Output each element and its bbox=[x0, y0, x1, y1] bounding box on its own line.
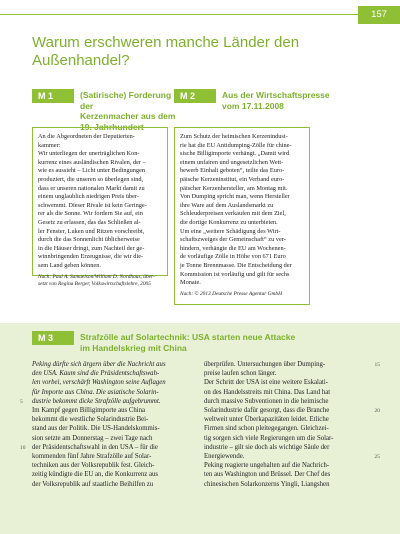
m3-text-line: preise laufen schon länger. bbox=[204, 370, 277, 378]
m2-line: Zum Schutz der heimischen Kerzenindust- bbox=[180, 133, 288, 140]
m2-line: Von Dumping spricht man, wenn Hersteller bbox=[180, 193, 290, 201]
m2-line: Kommission ist vorläufig und gilt für sechs bbox=[180, 270, 290, 278]
m3-text-line: kommenden fünf Jahre Strafzölle auf Solar- bbox=[32, 453, 152, 461]
m1-label: M 1 bbox=[32, 89, 74, 103]
m2-citation: Nach: © 2013 Deutsche Presse Agentur GmbH bbox=[180, 290, 283, 297]
m1-line: sem Land geben können. bbox=[38, 261, 101, 269]
m2-line: Monate. bbox=[180, 279, 201, 287]
m3-text-line: der Präsidentschaftswahl in den USA – für die 10 bbox=[32, 443, 194, 452]
m3-text-line: zeitig kündigte die EU an, die Konkurrenz aus bbox=[32, 471, 159, 479]
m1-line: ler Fenster, Luken und Ritzen vorschreibt, bbox=[38, 227, 145, 235]
m3-text-line: len vorbei, verschärft Washington seine Auflagen bbox=[32, 379, 166, 387]
m2-title-line-2: vom 17.11.2008 bbox=[222, 100, 284, 111]
chapter-title-line-2: Außenhandel? bbox=[32, 52, 130, 69]
m2-source-box bbox=[174, 127, 310, 305]
m3-text-line: durch massive Subventionen in die heimische bbox=[204, 397, 329, 405]
m1-title bbox=[80, 90, 180, 132]
m2-line: die dortige Konkurrenz zu unterbieten. bbox=[180, 218, 278, 226]
m3-text-line: ten aus Washington und Brüssel. Der Chef des bbox=[204, 471, 331, 479]
m1-source-box bbox=[32, 127, 168, 287]
m2-line: Schleuderpreisen verkaufen mit dem Ziel, bbox=[180, 210, 286, 218]
m3-text-line: überprüfen. Untersuchungen über Dumping- 15 bbox=[204, 360, 366, 369]
m3-text-line: Peking reagierte ungehalten auf die Nachrich- bbox=[204, 462, 330, 470]
chapter-title-line-1: Warum erschweren manche Länder den bbox=[32, 34, 300, 51]
m2-line: sische Billigimporte verhängt. „Damit wird bbox=[180, 150, 290, 158]
page-number: 157 bbox=[358, 6, 400, 24]
m2-line: ihre Ware auf dem Auslandsmarkt zu bbox=[180, 201, 274, 209]
line-number: 15 bbox=[374, 362, 380, 368]
m2-label: M 2 bbox=[174, 89, 216, 103]
m3-text-line: Der Schritt der USA ist eine weitere Eskalati- bbox=[204, 379, 329, 387]
m3-text-line: Solarindustrie dafür gesorgt, dass die Branche 20 bbox=[204, 406, 366, 415]
m3-title bbox=[80, 332, 380, 353]
m2-line: päische Kerzeninstitut, ein Verband euro- bbox=[180, 175, 285, 183]
m1-line: winnbringenden Erzeugnisse, die wir die- bbox=[38, 253, 144, 261]
m3-text-line: Im Kampf gegen Billigimporte aus China bbox=[32, 407, 146, 415]
m1-line: schwemmt. Dieser Rivale ist kein Geringe- bbox=[38, 201, 147, 209]
header-rule bbox=[0, 14, 358, 15]
m1-line: kurrenz eines ausländischen Rivalen, der – bbox=[38, 158, 146, 166]
m2-text bbox=[180, 133, 304, 288]
m3-title-line-1: Strafzölle auf Solartechnik: USA starten neue Attacke bbox=[80, 332, 296, 342]
m1-line: in die Häuser dringt, zum Nachteil der ge- bbox=[38, 244, 145, 252]
m1-line: produziert, die unseren so überlegen sind, bbox=[38, 175, 144, 183]
m1-line: Wir unterliegen der unerträglichen Kon- bbox=[38, 150, 140, 158]
m1-text bbox=[38, 133, 162, 271]
m1-line: Gesetz zu erlassen, das das Schließen al- bbox=[38, 218, 141, 226]
m2-line: schaftszweiges der Gemeinschaft“ zu ver- bbox=[180, 236, 286, 244]
m3-text-line: Peking dürfte sich ärgern über die Nachricht aus bbox=[32, 361, 166, 368]
m1-title-line-3: 19. Jahrhundert bbox=[80, 121, 144, 132]
line-number: 5 bbox=[20, 398, 23, 405]
m3-text-line: industrie – gilt sie doch als wichtige Säule der bbox=[204, 443, 330, 451]
m3-text-line: sion setzte am Donnerstag – zwei Tage nach bbox=[32, 434, 153, 442]
m2-line: einem unfairen und ungesetzlichen Wett- bbox=[180, 158, 284, 166]
m3-text-line: Firmen sind schon pleitegegangen. Gleichzei- bbox=[204, 425, 329, 433]
m3-text-line: bekommt die westliche Solarindustrie Bei- bbox=[32, 416, 149, 424]
m1-title-line-1: (Satirische) Forderung der bbox=[80, 90, 172, 111]
m2-line: bewerb Einhalt geboten“, teilte das Euro- bbox=[180, 167, 285, 175]
m3-text-line: on des Handelsstreits mit China. Das Land hat bbox=[204, 388, 331, 396]
m1-line: kammer: bbox=[38, 141, 61, 149]
m3-text-line: techniken aus der Volksrepublik fest. Gleich- bbox=[32, 462, 155, 470]
m3-left-column bbox=[20, 360, 194, 489]
m1-line: wie es aussieht – Licht unter Bedingungen bbox=[38, 167, 146, 175]
m1-line: dass er unseren nationalen Markt damit zu bbox=[38, 184, 145, 192]
m2-title bbox=[222, 90, 352, 111]
m2-line: hindern, verhängte die EU am Wochenen- bbox=[180, 244, 286, 252]
m2-line: de vorläufige Zölle in Höhe von 671 Euro bbox=[180, 253, 286, 261]
m3-text-line: weltweit unter Überkapazitäten leidet. Etliche bbox=[204, 416, 329, 424]
m1-line: einem unglaublich niedrigen Preis über- bbox=[38, 193, 139, 201]
page-header bbox=[0, 0, 400, 26]
m2-line: päischer Kerzenhersteller, am Montag mit. bbox=[180, 184, 288, 192]
m3-text-line: tig sorgen sich viele Regierungen um die Solar- bbox=[204, 434, 334, 442]
m3-text-line: dustrie bekommt dicke Strafzölle aufgebrummt. 5 bbox=[32, 397, 194, 406]
m2-line: je Tonne Brennmasse. Die Entscheidung der bbox=[180, 261, 292, 269]
m1-citation: Nach: Paul A. Samuelson/William D. Nordhaus, über- setzt von Regina Berger, Volkswirtschaftslehre, 2005 bbox=[38, 273, 155, 287]
m1-line: rer als die Sonne. Wir fordern Sie auf, ein bbox=[38, 210, 143, 218]
m1-title-line-2: Kerzenmacher aus dem bbox=[80, 111, 176, 121]
m3-right-column bbox=[204, 360, 380, 489]
m3-text-line: für Importe aus China. Die asiatische Solarin- bbox=[32, 388, 159, 396]
m3-title-line-2: im Handelskrieg mit China bbox=[80, 342, 187, 353]
m1-line: durch die das Sonnenlicht üblicherweise bbox=[38, 236, 140, 244]
m3-label: M 3 bbox=[32, 331, 74, 345]
line-number: 25 bbox=[374, 454, 380, 461]
m3-text-line: der Volksrepublik auf staatliche Beihilfen zu bbox=[32, 480, 154, 488]
m3-text-line: Energiewende. 25 bbox=[204, 452, 366, 461]
line-number: 20 bbox=[374, 408, 380, 415]
m1-line: An die Abgeordneten der Deputierten- bbox=[38, 133, 135, 140]
m3-text-line: stand aus der Politik. Die US-Handelskommis- bbox=[32, 425, 160, 433]
chapter-title bbox=[32, 34, 352, 70]
m3-text-line: chinesischen Solarkonzerns Yingli, Liangshen bbox=[204, 480, 330, 488]
line-number: 10 bbox=[20, 444, 26, 451]
m2-line: rie hat die EU Antidumping-Zölle für chine- bbox=[180, 141, 292, 149]
m3-text-line: den USA. Kaum sind die Präsidentschaftswah- bbox=[32, 370, 160, 378]
m2-title-line-1: Aus der Wirtschaftspresse bbox=[222, 90, 330, 100]
m2-line: Um eine „weitere Schädigung des Wirt- bbox=[180, 227, 281, 235]
